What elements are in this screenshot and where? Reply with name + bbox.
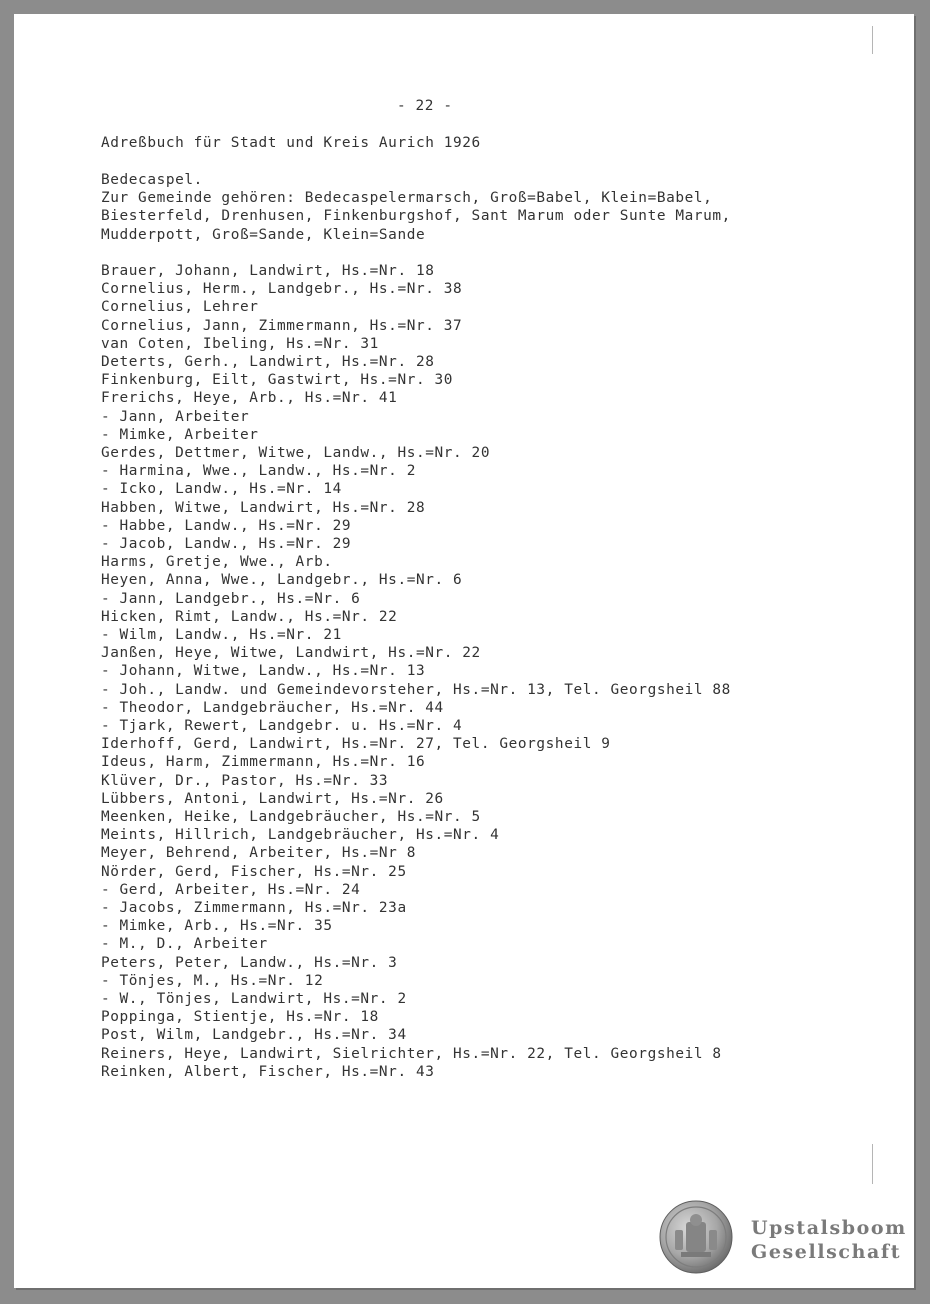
entry-line: Deterts, Gerh., Landwirt, Hs.=Nr. 28 <box>101 354 435 370</box>
entry-line: - Harmina, Wwe., Landw., Hs.=Nr. 2 <box>101 463 416 480</box>
entry-line: Peters, Peter, Landw., Hs.=Nr. 3 <box>101 954 398 971</box>
entry-line: - Johann, Witwe, Landw., Hs.=Nr. 13 <box>101 663 426 680</box>
intro-line: Zur Gemeinde gehören: Bedecaspelermarsch, Groß=Babel, Klein=Babel, <box>101 190 713 206</box>
entry-line: Heyen, Anna, Wwe., Landgebr., Hs.=Nr. 6 <box>101 572 463 589</box>
entry-line: Nörder, Gerd, Fischer, Hs.=Nr. 25 <box>101 863 407 880</box>
entry-line: - M., D., Arbeiter <box>101 936 268 953</box>
entry-line: Poppinga, Stientje, Hs.=Nr. 18 <box>101 1009 379 1026</box>
intro-line: Biesterfeld, Drenhusen, Finkenburgshof, Sant Marum oder Sunte Marum, <box>101 208 731 224</box>
page-number: - 22 - <box>397 98 453 114</box>
entry-line: Cornelius, Jann, Zimmermann, Hs.=Nr. 37 <box>101 317 463 334</box>
entry-line: - Icko, Landw., Hs.=Nr. 14 <box>101 481 342 498</box>
entry-line: Klüver, Dr., Pastor, Hs.=Nr. 33 <box>101 772 389 789</box>
entry-line: Brauer, Johann, Landwirt, Hs.=Nr. 18 <box>101 263 435 279</box>
entry-line: van Coten, Ibeling, Hs.=Nr. 31 <box>101 335 379 352</box>
entry-line: Frerichs, Heye, Arb., Hs.=Nr. 41 <box>101 390 398 407</box>
entry-line: - Jann, Landgebr., Hs.=Nr. 6 <box>101 590 361 607</box>
entry-line: - Gerd, Arbeiter, Hs.=Nr. 24 <box>101 881 361 898</box>
entry-line: - Mimke, Arbeiter <box>101 426 259 443</box>
entry-line: - Habbe, Landw., Hs.=Nr. 29 <box>101 517 352 534</box>
entry-line: Reiners, Heye, Landwirt, Sielrichter, Hs.=Nr. 22, Tel. Georgsheil 8 <box>101 1045 722 1062</box>
entry-line: - Jacobs, Zimmermann, Hs.=Nr. 23a <box>101 900 407 916</box>
document-page <box>14 14 914 1288</box>
entry-line: - Mimke, Arb., Hs.=Nr. 35 <box>101 918 333 935</box>
entry-line: Meints, Hillrich, Landgebräucher, Hs.=Nr. 4 <box>101 827 500 844</box>
logo-line-2: Gesellschaft <box>751 1241 902 1263</box>
entry-line: Gerdes, Dettmer, Witwe, Landw., Hs.=Nr. 20 <box>101 445 491 461</box>
scan-edge-mark <box>872 1144 873 1184</box>
entry-line: - Jann, Arbeiter <box>101 408 250 425</box>
entry-line: Cornelius, Lehrer <box>101 299 259 316</box>
entry-line: Harms, Gretje, Wwe., Arb. <box>101 554 333 571</box>
entry-line: Meenken, Heike, Landgebräucher, Hs.=Nr. 5 <box>101 809 481 825</box>
document-title: Adreßbuch für Stadt und Kreis Aurich 1926 <box>101 135 481 151</box>
document-text <box>101 14 901 1080</box>
intro-line: Mudderpott, Groß=Sande, Klein=Sande <box>101 227 426 243</box>
entry-line: Hicken, Rimt, Landw., Hs.=Nr. 22 <box>101 608 398 625</box>
intro-line: Bedecaspel. <box>101 172 203 188</box>
entry-line: Iderhoff, Gerd, Landwirt, Hs.=Nr. 27, Tel. Georgsheil 9 <box>101 736 611 753</box>
entry-line: Ideus, Harm, Zimmermann, Hs.=Nr. 16 <box>101 754 426 771</box>
entry-line: Habben, Witwe, Landwirt, Hs.=Nr. 28 <box>101 499 426 516</box>
entry-line: Meyer, Behrend, Arbeiter, Hs.=Nr 8 <box>101 845 416 862</box>
entry-line: - W., Tönjes, Landwirt, Hs.=Nr. 2 <box>101 991 407 1007</box>
entry-line: Reinken, Albert, Fischer, Hs.=Nr. 43 <box>101 1063 435 1080</box>
entry-line: - Joh., Landw. und Gemeindevorsteher, Hs.=Nr. 13, Tel. Georgsheil 88 <box>101 681 731 698</box>
entry-line: - Jacob, Landw., Hs.=Nr. 29 <box>101 536 352 552</box>
entry-line: - Wilm, Landw., Hs.=Nr. 21 <box>101 627 342 643</box>
upstalsboom-logo <box>659 1200 909 1280</box>
entry-line: Janßen, Heye, Witwe, Landwirt, Hs.=Nr. 22 <box>101 645 481 662</box>
entry-line: Lübbers, Antoni, Landwirt, Hs.=Nr. 26 <box>101 790 444 807</box>
logo-line-1: Upstalsboom <box>751 1217 907 1239</box>
seal-icon <box>659 1200 733 1274</box>
entry-line: Finkenburg, Eilt, Gastwirt, Hs.=Nr. 30 <box>101 372 454 389</box>
entry-line: - Tönjes, M., Hs.=Nr. 12 <box>101 972 324 989</box>
entry-line: - Tjark, Rewert, Landgebr. u. Hs.=Nr. 4 <box>101 718 463 734</box>
entry-line: - Theodor, Landgebräucher, Hs.=Nr. 44 <box>101 699 444 716</box>
entry-line: Cornelius, Herm., Landgebr., Hs.=Nr. 38 <box>101 281 463 298</box>
entry-line: Post, Wilm, Landgebr., Hs.=Nr. 34 <box>101 1027 407 1044</box>
logo-text <box>751 1216 907 1264</box>
